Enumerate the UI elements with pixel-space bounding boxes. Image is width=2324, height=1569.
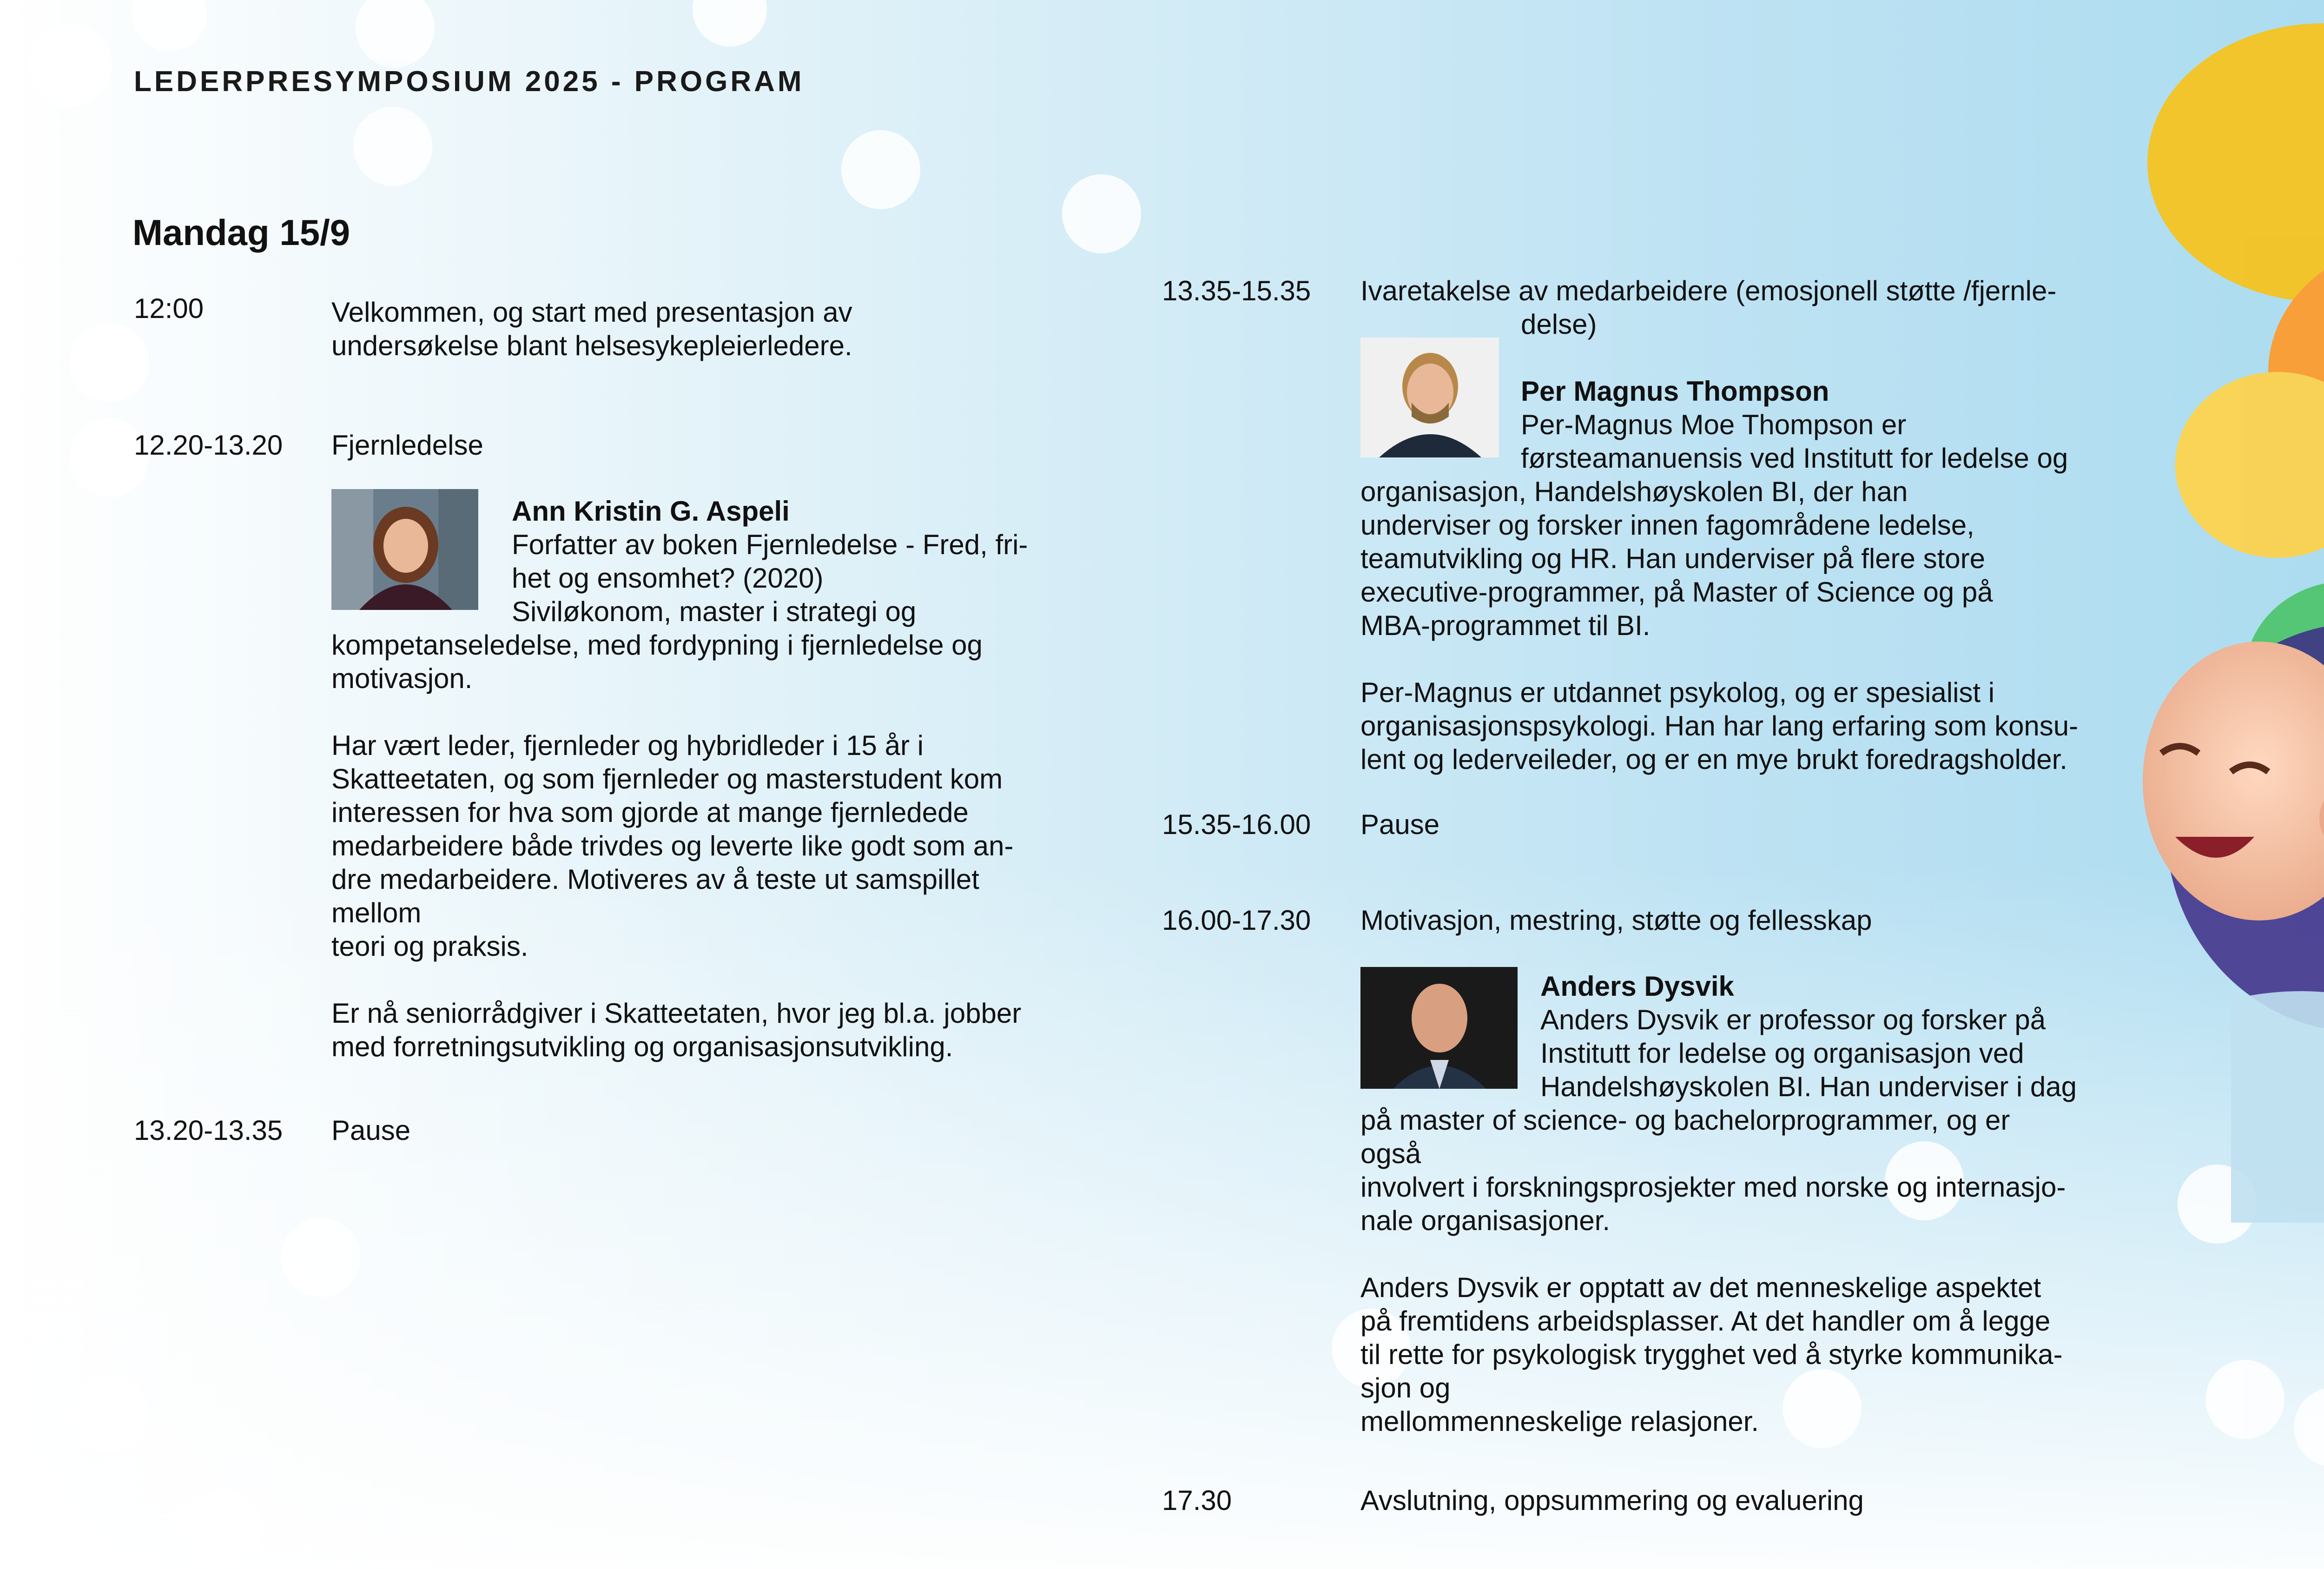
session-title: Velkommen, og start med presentasjon av undersøkelse blant helsesykepleierledere. bbox=[331, 297, 852, 361]
speaker-name: Anders Dysvik bbox=[1540, 971, 1734, 1002]
session-title: Motivasjon, mestring, støtte og fellesskap bbox=[1360, 905, 1872, 936]
session-title: Pause bbox=[331, 1115, 411, 1146]
session-time: 16.00-17.30 bbox=[1162, 905, 1311, 936]
session-time: 17.30 bbox=[1162, 1485, 1232, 1516]
program-header: LEDERPRESYMPOSIUM 2025 - PROGRAM bbox=[134, 66, 805, 98]
session-time: 13.20-13.35 bbox=[134, 1115, 283, 1146]
day-heading: Mandag 15/9 bbox=[132, 212, 350, 253]
session-time: 12.20-13.20 bbox=[134, 430, 283, 461]
speaker-name: Per Magnus Thompson bbox=[1521, 376, 1829, 407]
session-title: Pause bbox=[1360, 809, 1440, 840]
session-time: 15.35-16.00 bbox=[1162, 809, 1311, 840]
session-time: 13.35-15.35 bbox=[1162, 275, 1311, 306]
session-title: Ivaretakelse av medarbeidere (emosjonell støtte /fjernle- delse) bbox=[1360, 275, 2057, 340]
session-title: Avslutning, oppsummering og evaluering bbox=[1360, 1485, 1864, 1516]
speaker-bio-dysvik: Anders Dysvik Anders Dysvik er professor og forsker på Institutt for ledelse og organisasjon ved Handelshøyskolen BI. Han underviser i dag på master of science- og bachelorprogrammer, og er også involvert i forskningsprosjekter med norske og internasjo- nale organisasjoner. Anders Dysvik er opptatt av det menneskelige aspektet på fremtidens arbeidsplasser. At det handler om å legge til rette for psykologisk trygghet ved å styrke kommunika- sjon og mellommenneskelige relasjoner. bbox=[1360, 970, 2127, 1438]
speaker-bio-thompson: Per Magnus Thompson Per-Magnus Moe Thompson er førsteamanuensis ved Institutt for ledelse og organisasjon, Handelshøyskolen BI, der han underviser og forsker innen fagområdene ledelse, teamutvikling og HR. Han underviser på flere store executive-programmer, på Master of Science og på MBA-programmet til BI. Per-Magnus er utdannet psykolog, og er spesialist i organisasjonspsykologi. Han har lang erfaring som konsu- lent og lederveileder, og er en mye brukt foredragsholder. bbox=[1360, 375, 2127, 776]
speaker-name: Ann Kristin G. Aspeli bbox=[512, 496, 790, 527]
speaker-bio-aspeli: Ann Kristin G. Aspeli Forfatter av boken Fjernledelse - Fred, fri- het og ensomhet? (2020) Siviløkonom, master i strategi og kompetanseledelse, med fordypning i fjernledelse og motivasjon. Har vært leder, fjernleder og hybridleder i 15 år i Skatteetaten, og som fjernleder og masterstudent kom interessen for hva som gjorde at mange fjernledede medarbeidere både trivdes og leverte like godt som an- dre medarbeidere. Motiveres av å teste ut samspillet mellom teori og praksis. Er nå seniorrådgiver i Skatteetaten, hvor jeg bl.a. jobber med forretningsutvikling og organisasjonsutvikling. bbox=[331, 495, 1075, 1064]
session-time: 12:00 bbox=[134, 293, 204, 324]
session-title: Fjernledelse bbox=[331, 430, 483, 461]
